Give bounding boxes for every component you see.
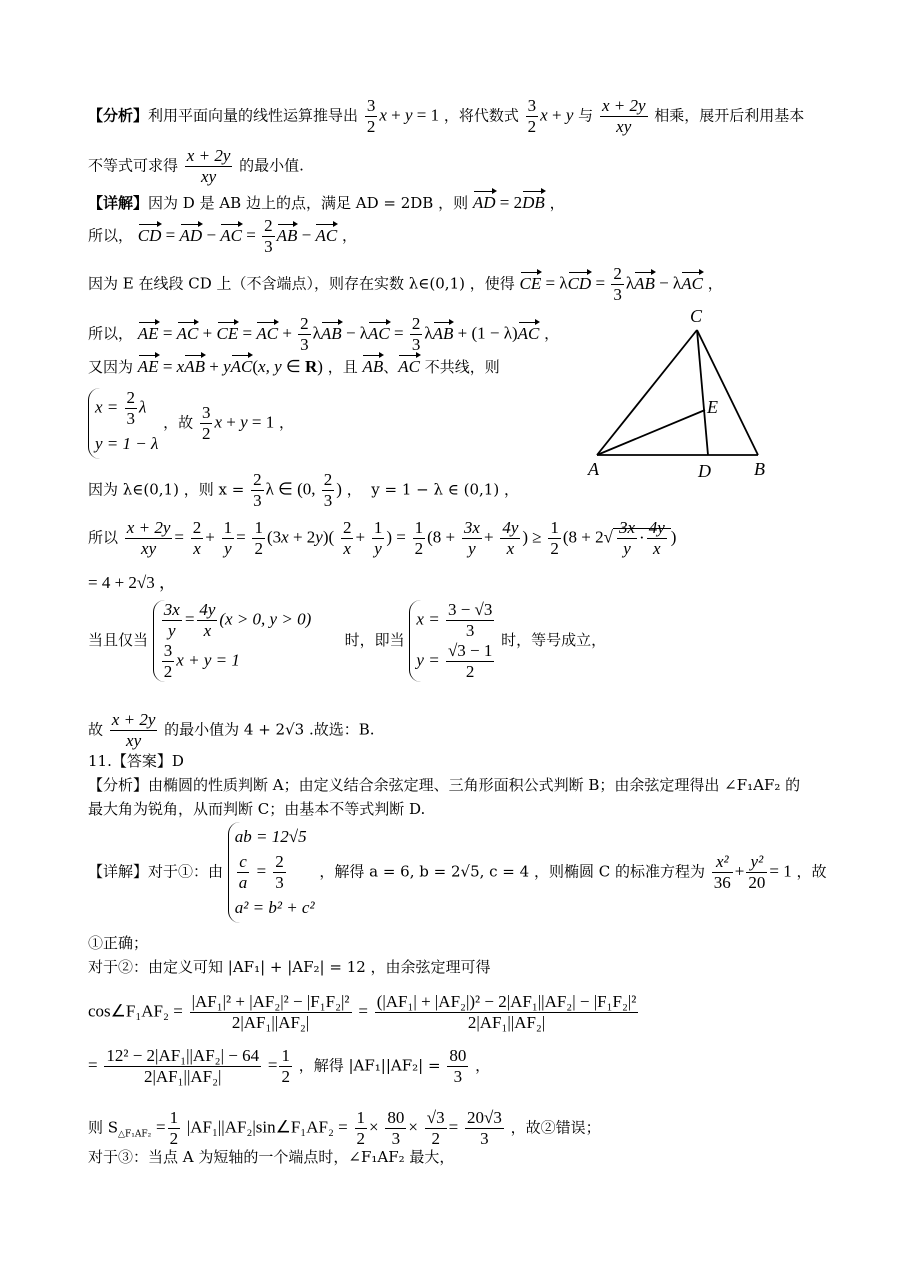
q11-answer: 11.【答案】D <box>88 752 184 770</box>
detail-line-1: 【详解】因为 D 是 AB 边上的点，满足 AD = 2DB ，则 AD = 2DB ， <box>88 188 565 214</box>
edge-ac <box>597 330 697 455</box>
q11-detail-1: 【详解】对于①：由 ab = 12√5 $\frac{c}{a}$ = $\frac{2}{3}$ a² = b² + c² ，解得 a = 6, b = 2√5, c = 4 ，则椭圆 C 的标准方程为 $\frac{\text{x²}}{36}$ + $\frac{\text{y²}}{20}$ = 1 ，故 <box>88 822 827 923</box>
label-d: D <box>698 461 711 481</box>
detail-line-8: 所以 $\frac{x + 2y}{xy}$ = $\frac{2}{x}$ + $\frac{1}{y}$ = $\frac{1}{2}$ (3x + 2y)( $\frac{2}{x}$ + $\frac{1}{y}$ ) = $\frac{1}{2}$ (8 + $\frac{3x}{y}$ + $\frac{4y}{x}$ ) ≥ $\frac{1}{2}$ (8 + 2√ $\frac{3x}{y}$ · $\frac{4y}{x}$ ) <box>88 518 677 558</box>
detail-line-10: 当且仅当 $\frac{3x}{y}$ = $\frac{4y}{x}$ (x > 0, y > 0) $\frac{3}{2}$ x + y = 1 时，即当 x = $\frac{3 - √3}{3}$ y = $\frac{√3 - 1}{2}$ 时，等号成立， <box>88 600 607 681</box>
q11-cos-line: cos∠F₁AF₂ = $\frac{\text{|AF₁|² + |AF₂|² − |F₁F₂|²}}{\text{2|AF₁||AF₂|}}$ = $\frac{\text{(|AF₁| + |AF₂|)² − 2|AF₁||AF₂| − |F₁F₂|²}}{\text{2|AF₁||AF₂|}}$ <box>88 992 637 1032</box>
detail-line-2: 所以， CD = AD − AC = $\frac{2}{3}$ AB − AC ， <box>88 216 357 256</box>
q11-item-2: 对于②：由定义可知 |AF₁| + |AF₂| = 12 ，由余弦定理可得 <box>88 958 491 976</box>
detail-line-7: 因为 λ∈(0,1) ，则 x = $\frac{2}{3}$ λ ∈ (0, $\frac{2}{3}$ ) ， y = 1 − λ ∈ (0,1) ， <box>88 470 519 510</box>
q11-correct-1: ①正确； <box>88 934 149 952</box>
q11-item-3: 对于③：当点 A 为短轴的一个端点时，∠F₁AF₂ 最大， <box>88 1148 455 1166</box>
triangle-figure <box>580 300 780 485</box>
q11-area-line: 则 $S_{\triangle F_1AF_2}$ = $\frac{1}{2}$ |AF₁||AF₂|sin∠F₁AF₂ = $\frac{1}{2}$ × $\frac{80}{3}$ × $\frac{√3}{2}$ = $\frac{20√3}{3}$ ，故②错误； <box>88 1108 601 1148</box>
detail-system-1: x = $\frac{2}{3}$ λ y = 1 − λ ，故 $\frac{3}{2}$ x + y = 1 ， <box>88 388 294 459</box>
q11-cos-line-2: = $\frac{\text{12² − 2|AF₁||AF₂| − 64}}{\text{2|AF₁||AF₂|}}$ = $\frac{1}{2}$ ，解得 |AF₁||AF₂| = $\frac{80}{3}$ ， <box>88 1046 491 1086</box>
detail-line-9: = 4 + 2√3 ， <box>88 573 177 592</box>
label-e: E <box>707 397 718 417</box>
detail-line-11: 故 $\frac{x + 2y}{xy}$ 的最小值为 4 + 2√3 .故选：B. <box>88 710 375 750</box>
analysis-line-2: 不等式可求得 $\frac{x + 2y}{xy}$ 的最小值. <box>88 146 304 186</box>
label-a: A <box>588 459 599 479</box>
q11-analysis-1: 【分析】由椭圆的性质判断 A；由定义结合余弦定理、三角形面积公式判断 B；由余弦定理得出 ∠F₁AF₂ 的 <box>88 776 801 794</box>
detail-line-5: 又因为 AE = xAB + yAC(x, y ∈ R) ，且 AB、AC 不共线，则 <box>88 352 500 378</box>
label-c: C <box>690 306 703 326</box>
analysis-line-1: 【分析】利用平面向量的线性运算推导出 $\frac{3}{2}$ x + y = 1 ，将代数式 $\frac{3}{2}$ x + y 与 $\frac{x + 2y}{xy}$ 相乘，展开后利用基本 <box>88 96 805 136</box>
edge-ae <box>597 410 705 455</box>
label-b: B <box>754 459 765 479</box>
detail-line-3: 因为 E 在线段 CD 上（不含端点），则存在实数 λ∈(0,1) ，使得 CE = λCD = $\frac{2}{3}$ λAB − λAC ， <box>88 264 723 304</box>
detail-line-4: 所以， AE = AC + CE = AC + $\frac{2}{3}$ λAB − λAC = $\frac{2}{3}$ λAB + (1 − λ)AC ， <box>88 314 560 354</box>
q11-analysis-2: 最大角为锐角，从而判断 C；由基本不等式判断 D. <box>88 800 426 818</box>
